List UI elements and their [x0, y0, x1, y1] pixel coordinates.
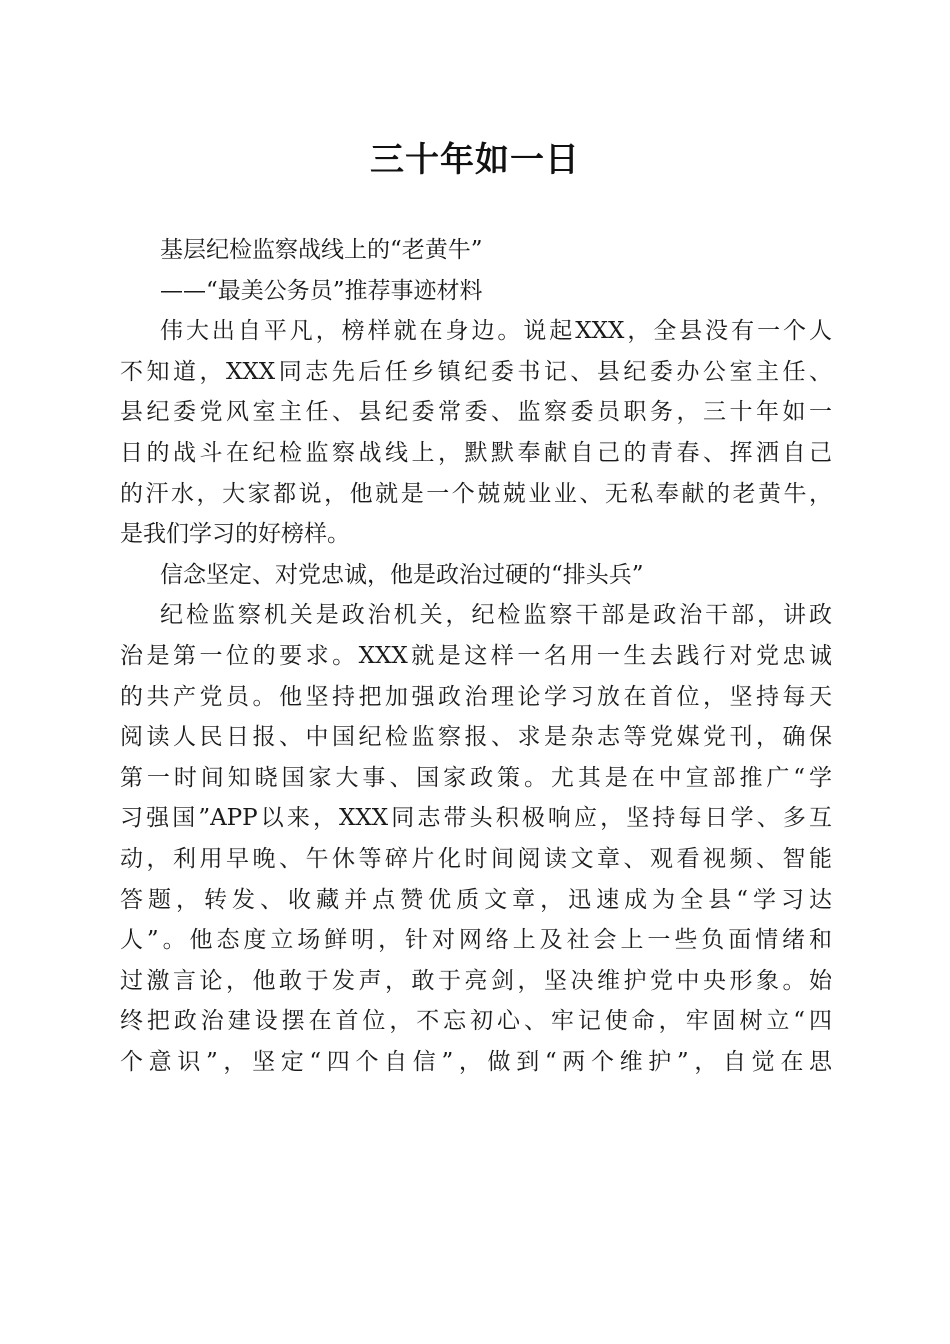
text-line: 县纪委党风室主任、县纪委常委、监察委员职务，三十年如一 — [120, 399, 832, 426]
text-line: 不知道，XXX同志先后任乡镇纪委书记、县纪委办公室主任、 — [120, 358, 832, 385]
text-line: 人”。他态度立场鲜明，针对网络上及社会上一些负面情绪和 — [120, 927, 832, 954]
text-line: 个意识”，坚定“四个自信”，做到“两个维护”，自觉在思 — [120, 1048, 832, 1075]
text-line: ——“最美公务员”推荐事迹材料 — [160, 277, 483, 304]
text-line: 过激言论，他敢于发声，敢于亮剑，坚决维护党中央形象。始 — [120, 967, 832, 994]
document-title: 三十年如一日 — [370, 140, 580, 180]
text-line: 的共产党员。他坚持把加强政治理论学习放在首位，坚持每天 — [120, 683, 832, 710]
text-line: 动，利用早晚、午休等碎片化时间阅读文章、观看视频、智能 — [120, 845, 832, 872]
text-line: 日的战斗在纪检监察战线上，默默奉献自己的青春、挥洒自己 — [120, 439, 832, 466]
text-line: 伟大出自平凡，榜样就在身边。说起XXX，全县没有一个人 — [160, 318, 832, 345]
text-line: 答题，转发、收藏并点赞优质文章，迅速成为全县“学习达 — [120, 886, 832, 913]
text-line: 的汗水，大家都说，他就是一个兢兢业业、无私奉献的老黄牛， — [120, 480, 832, 507]
text-line: 纪检监察机关是政治机关，纪检监察干部是政治干部，讲政 — [160, 602, 832, 629]
text-line: 是我们学习的好榜样。 — [120, 521, 350, 548]
text-line: 习强国”APP以来，XXX同志带头积极响应，坚持每日学、多互 — [120, 805, 832, 832]
text-line: 信念坚定、对党忠诚，他是政治过硬的“排头兵” — [160, 561, 644, 588]
text-line: 第一时间知晓国家大事、国家政策。尤其是在中宣部推广“学 — [120, 764, 832, 791]
text-line: 终把政治建设摆在首位，不忘初心、牢记使命，牢固树立“四 — [120, 1008, 832, 1035]
document-body — [120, 230, 832, 1082]
text-line: 阅读人民日报、中国纪检监察报、求是杂志等党媒党刊，确保 — [120, 724, 832, 751]
text-line: 治是第一位的要求。XXX就是这样一名用一生去践行对党忠诚 — [120, 642, 832, 669]
text-line: 基层纪检监察战线上的“老黄牛” — [160, 237, 483, 263]
